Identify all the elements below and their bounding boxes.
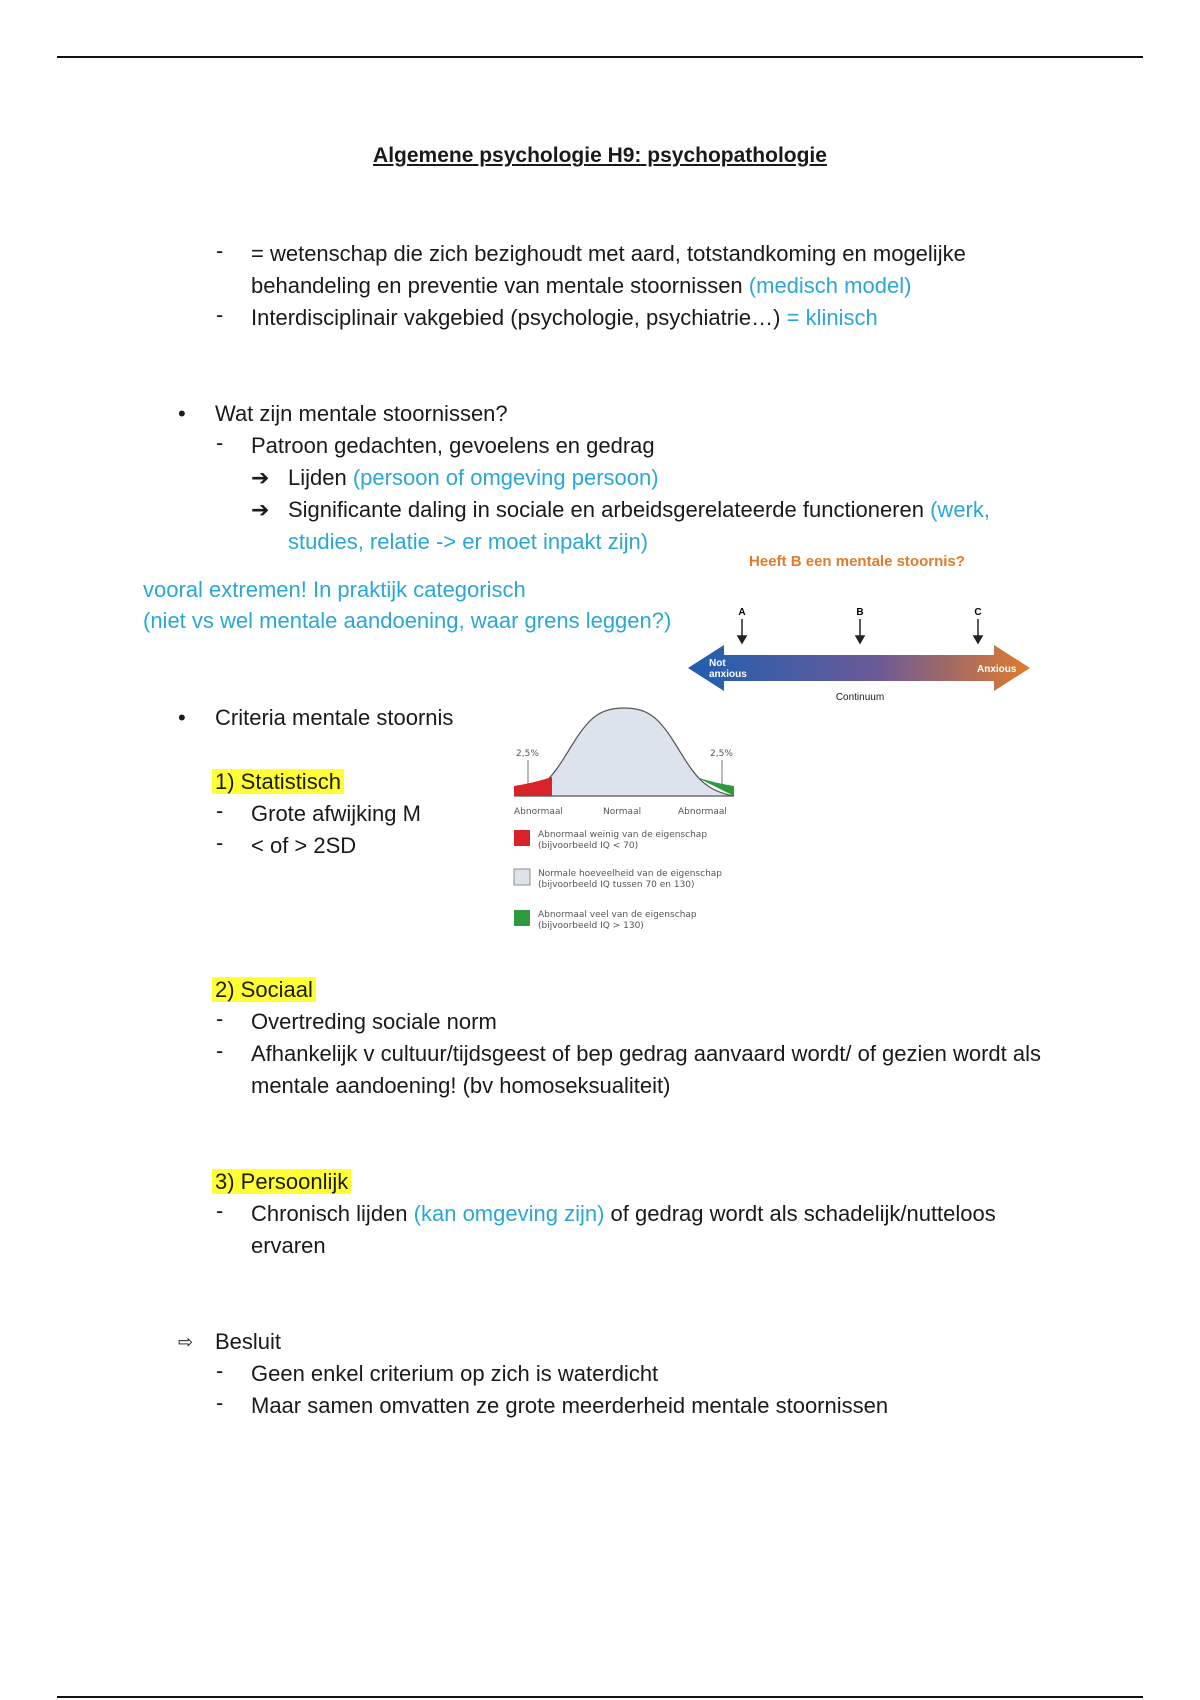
dash-marker: - (216, 238, 224, 263)
section1-arrow2-cont: studies, relatie -> er moet inpakt zijn) (288, 529, 649, 554)
criterion-3-highlight: 3) Persoonlijk (212, 1169, 351, 1194)
right-label: Anxious (977, 664, 1017, 675)
arrow-icon: ➔ (251, 497, 270, 522)
legend-swatch-green (514, 910, 530, 926)
dash-marker: - (216, 1038, 224, 1063)
pct-left: 2,5% (516, 749, 539, 759)
legend-1-line2: (bijvoorbeeld IQ < 70) (538, 841, 639, 851)
conclusion-bullet: Besluit (215, 1329, 282, 1354)
conclusion-item: Maar samen omvatten ze grote meerderheid mentale stoornissen (251, 1393, 889, 1418)
note-line-1: vooral extremen! In praktijk categorisch (143, 577, 526, 602)
legend-3-line1: Abnormaal veel van de eigenschap (538, 910, 697, 920)
criterion-3-text-c: of gedrag wordt als schadelijk/nutteloos (610, 1201, 996, 1226)
legend-swatch-grey (514, 869, 530, 885)
marker-arrows (738, 619, 982, 643)
note-line-2: (niet vs wel mentale aandoening, waar grens leggen?) (143, 608, 672, 633)
normal-distribution-figure (508, 700, 758, 945)
criterion-1-title (212, 766, 344, 798)
dash-marker: - (216, 1006, 224, 1031)
x-label-mid: Normaal (603, 807, 642, 817)
arrow-icon: ➔ (251, 465, 270, 490)
dash-marker: - (216, 1390, 224, 1415)
label-c: C (974, 607, 982, 618)
section2-bullet: Criteria mentale stoornis (215, 705, 454, 730)
dash-marker: - (216, 430, 224, 455)
left-label-2: anxious (709, 669, 747, 680)
intro-line-2-note: (medisch model) (748, 273, 912, 298)
intro-line-3 (251, 302, 878, 334)
page-title: Algemene psychologie H9: psychopathologie (373, 144, 827, 167)
legend-3-line2: (bijvoorbeeld IQ > 130) (538, 921, 644, 931)
dash-marker: - (216, 830, 224, 855)
left-tail (514, 777, 552, 796)
axis-label: Continuum (835, 692, 885, 703)
intro-line-2-text: behandeling en preventie van mentale stoornissen (251, 273, 743, 298)
label-b: B (856, 607, 864, 618)
dash-marker: - (216, 302, 224, 327)
section1-sub: Patroon gedachten, gevoelens en gedrag (251, 433, 655, 458)
intro-line-3-text: Interdisciplinair vakgebied (psychologie, psychiatrie…) (251, 305, 781, 330)
criterion-1-item: < of > 2SD (251, 833, 357, 858)
top-rule (57, 56, 1143, 58)
legend-2-line2: (bijvoorbeeld IQ tussen 70 en 130) (538, 880, 695, 890)
criterion-2-item-2-cont: mentale aandoening! (bv homoseksualiteit) (251, 1073, 671, 1098)
intro-line-2 (251, 270, 911, 302)
arrow1-note: (persoon of omgeving persoon) (352, 465, 659, 490)
continuum-question: Heeft B een mentale stoornis? (749, 553, 965, 570)
pct-right: 2,5% (710, 749, 733, 759)
section1-arrow1 (288, 462, 659, 494)
bullet-dot: • (178, 705, 186, 730)
bullet-dot: • (178, 401, 186, 426)
intro-line-1: = wetenschap die zich bezighoudt met aard, totstandkoming en mogelijke (251, 241, 966, 266)
hollow-arrow-icon: ⇨ (178, 1332, 194, 1352)
continuum-figure (680, 548, 1040, 708)
criterion-2-title (212, 974, 316, 1006)
criterion-1-item: Grote afwijking M (251, 801, 421, 826)
dash-marker: - (216, 1358, 224, 1383)
legend-swatch-red (514, 830, 530, 846)
legend-2-line1: Normale hoeveelheid van de eigenschap (538, 869, 723, 879)
section1-arrow2 (288, 494, 990, 526)
criterion-3-note: (kan omgeving zijn) (413, 1201, 605, 1226)
arrow1-text: Lijden (288, 465, 347, 490)
dash-marker: - (216, 798, 224, 823)
criterion-2-item-2: Afhankelijk v cultuur/tijdsgeest of bep gedrag aanvaard wordt/ of gezien wordt als (251, 1041, 1042, 1066)
arrow2-note: (werk, (930, 497, 990, 522)
legend-1-line1: Abnormaal weinig van de eigenschap (538, 830, 708, 840)
criterion-3-text-a: Chronisch lijden (251, 1201, 408, 1226)
criterion-1-highlight: 1) Statistisch (212, 769, 344, 794)
bottom-rule (57, 1696, 1143, 1698)
dash-marker: - (216, 1198, 224, 1223)
criterion-2-highlight: 2) Sociaal (212, 977, 316, 1002)
left-label-1: Not (709, 658, 726, 669)
intro-line-3-note: = klinisch (786, 305, 878, 330)
criterion-3-item-cont: ervaren (251, 1233, 326, 1258)
x-label-left: Abnormaal (514, 807, 563, 817)
arrow2-text: Significante daling in sociale en arbeidsgerelateerde functioneren (288, 497, 924, 522)
criterion-3-item (251, 1198, 996, 1230)
section1-bullet: Wat zijn mentale stoornissen? (215, 401, 508, 426)
criterion-2-item-1: Overtreding sociale norm (251, 1009, 497, 1034)
label-a: A (738, 607, 746, 618)
conclusion-item: Geen enkel criterium op zich is waterdicht (251, 1361, 659, 1386)
criterion-3-title (212, 1166, 351, 1198)
x-label-right: Abnormaal (678, 807, 727, 817)
